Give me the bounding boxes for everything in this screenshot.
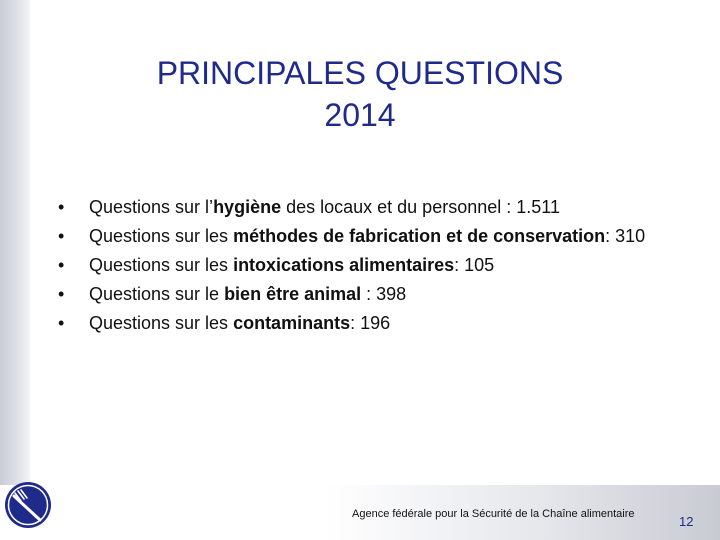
agency-name: Agence fédérale pour la Sécurité de la Chaîne alimentaire — [352, 508, 635, 520]
bullet-bold-text: méthodes de fabrication et de conservation — [233, 226, 606, 246]
left-decorative-bar — [0, 0, 30, 540]
bullet-item — [58, 223, 678, 249]
bullet-list — [58, 194, 678, 339]
bullet-bold-text: intoxications alimentaires — [233, 255, 455, 275]
bullet-text: Questions sur les — [89, 255, 234, 275]
bullet-text: Questions sur les — [89, 226, 234, 246]
bullet-item — [58, 252, 678, 278]
afsca-logo-icon — [3, 480, 53, 530]
slide-title-line-2: 2014 — [324, 97, 396, 133]
slide-title-line-1: PRINCIPALES QUESTIONS — [156, 55, 564, 91]
bullet-bold-text: contaminants — [233, 313, 351, 333]
bullet-text: Questions sur le — [89, 284, 225, 304]
bullet-value: : 105 — [454, 255, 495, 275]
bullet-bold-text: bien être animal — [224, 284, 362, 304]
bullet-value: des locaux et du personnel : 1.511 — [281, 197, 560, 217]
bullet-text: Questions sur l’ — [89, 197, 214, 217]
bullet-value: : 196 — [350, 313, 391, 333]
bullet-value: : 310 — [605, 226, 646, 246]
bullet-item — [58, 281, 678, 307]
bullet-item — [58, 310, 678, 336]
slide-title — [60, 52, 660, 136]
bullet-bold-text: hygiène — [213, 197, 282, 217]
bullet-text: Questions sur les — [89, 313, 234, 333]
bullet-value: : 398 — [361, 284, 407, 304]
page-number: 12 — [679, 514, 694, 529]
bullet-item — [58, 194, 678, 220]
